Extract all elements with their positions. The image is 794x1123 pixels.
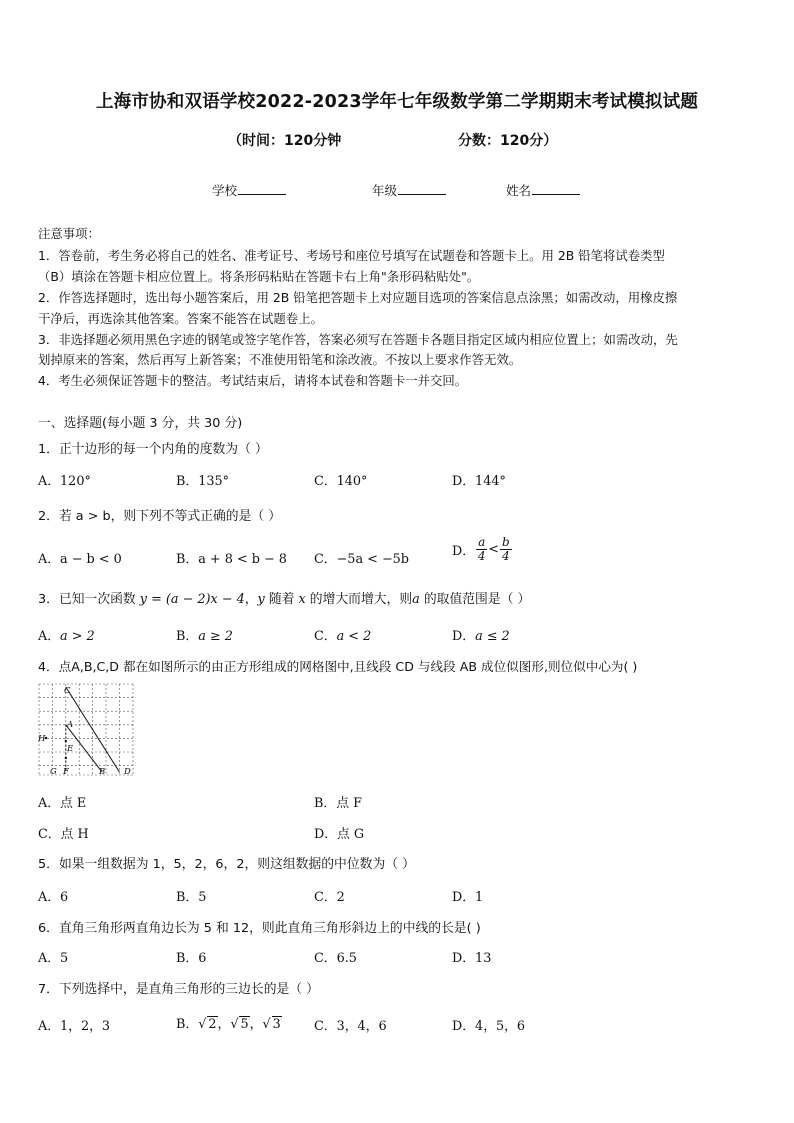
q3-text: 的增大而增大，则 — [305, 592, 413, 607]
option-label: B． — [176, 629, 199, 644]
q3-var-y: y — [257, 592, 265, 607]
q5-option-c: C．2 — [314, 890, 345, 905]
q2-frac-left — [476, 536, 487, 563]
q3-option-b — [176, 625, 233, 644]
notes-heading: 注意事项： — [38, 226, 100, 241]
option-label: D． — [452, 629, 476, 644]
frac-numerator: a — [478, 535, 486, 549]
q5-option-d: D．1 — [452, 890, 484, 905]
question-3-stem — [38, 588, 530, 607]
exam-title: 上海市协和双语学校2022-2023学年七年级数学第二学期期末考试模拟试题 — [95, 92, 699, 112]
question-4-stem: 4．点A,B,C,D 都在如图所示的由正方形组成的网格图中,且线段 CD 与线段 AB 成位似图形,则位似中心为( ) — [38, 659, 638, 674]
label-d: D — [124, 767, 131, 777]
label-b: B — [99, 767, 106, 777]
q6-option-a: A．5 — [38, 951, 69, 966]
question-5-stem: 5．如果一组数据为 1，5，2，6，2，则这组数据的中位数为（ ） — [38, 857, 415, 872]
sqrt-radicand: 3 — [272, 1017, 281, 1032]
q4-option-d: D．点 G — [314, 827, 365, 842]
q3-option-c — [314, 625, 371, 644]
q6-option-c: C．6.5 — [314, 951, 357, 966]
q7-option-c: C．3，4，6 — [314, 1019, 387, 1034]
q1-option-b: B．135° — [176, 474, 230, 489]
label-f: F — [63, 767, 69, 777]
q2-option-c: C．−5a < −5b — [314, 552, 409, 567]
grade-blank — [398, 182, 446, 195]
q3-function: y = (a − 2)x − 4 — [139, 592, 245, 607]
school-label: 学校 — [212, 183, 238, 198]
question-2-stem: 2．若 a > b，则下列不等式正确的是（ ） — [38, 509, 282, 524]
note-line: 干净后，再选涂其他答案。答案不能答在试题卷上。 — [38, 311, 323, 326]
question-7-stem: 7．下列选择中，是直角三角形的三边长的是（ ） — [38, 982, 319, 997]
grid-figure — [36, 681, 136, 778]
school-blank — [238, 182, 286, 195]
option-math: a > 2 — [60, 629, 95, 644]
q2-option-d-label: D． — [452, 544, 476, 559]
sqrt-radicand: 2 — [208, 1017, 217, 1032]
frac-operator: < — [488, 542, 499, 557]
q3-text: 的取值范围是（ ） — [419, 592, 531, 607]
grade-field — [372, 181, 446, 199]
q3-text: ， — [244, 592, 258, 607]
frac-numerator: b — [501, 535, 510, 549]
q3-text: 3．已知一次函数 — [38, 592, 140, 607]
name-label: 姓名 — [506, 183, 532, 198]
q6-option-b: B．6 — [176, 951, 207, 966]
option-math: a ≤ 2 — [475, 629, 510, 644]
school-field — [212, 181, 286, 199]
note-line: 3．非选择题必须用黑色字迹的钢笔或签字笔作答，答案必须写在答题卡各题目指定区域内相应位置上；如需改动，先 — [38, 332, 678, 347]
label-g: G — [50, 767, 57, 777]
q7-option-b: B．√ 2，√ 5，√ 3 — [176, 1017, 281, 1032]
q3-var-x: x — [298, 592, 306, 607]
name-blank — [532, 182, 580, 195]
q1-option-a: A．120° — [38, 474, 91, 489]
option-label: A． — [38, 629, 61, 644]
option-math: a < 2 — [336, 629, 372, 644]
q3-option-d — [452, 625, 510, 644]
frac-denominator: 4 — [501, 549, 510, 563]
exam-time: （时间：120分钟 — [228, 133, 342, 149]
option-label: B． — [176, 1017, 199, 1032]
q3-text: 随着 — [264, 592, 299, 607]
note-line: 4．考生必须保证答题卡的整洁。考试结束后，请将本试卷和答题卡一并交回。 — [38, 373, 468, 388]
q3-var-a: a — [412, 592, 420, 607]
grade-label: 年级 — [372, 183, 398, 198]
q4-option-a: A．点 E — [38, 796, 87, 811]
label-h: H — [38, 734, 46, 744]
section-heading: 一、选择题(每小题 3 分，共 30 分) — [38, 416, 243, 431]
label-c: C — [64, 686, 71, 696]
exam-score: 分数：120分） — [458, 133, 558, 149]
q4-option-c: C．点 H — [38, 827, 89, 842]
note-line: 1．答卷前，考生务必将自己的姓名、准考证号、考场号和座位号填写在试题卷和答题卡上。用 2B 铅笔将试卷类型 — [38, 248, 665, 263]
label-e: E — [67, 744, 74, 754]
q7-option-d: D．4，5，6 — [452, 1019, 526, 1034]
label-a: A — [67, 720, 74, 730]
frac-denominator: 4 — [477, 549, 486, 563]
sqrt-radicand: 5 — [240, 1017, 249, 1032]
q3-option-a — [38, 625, 95, 644]
q5-option-b: B．5 — [176, 890, 207, 905]
q2-option-a: A．a − b < 0 — [38, 552, 122, 567]
question-6-stem: 6．直角三角形两直角边长为 5 和 12，则此直角三角形斜边上的中线的长是( ) — [38, 921, 481, 936]
q4-option-b: B．点 F — [314, 796, 362, 811]
q2-option-b: B．a + 8 < b − 8 — [176, 552, 287, 567]
q2-frac-right — [500, 536, 512, 563]
option-math: a ≥ 2 — [198, 629, 233, 644]
question-1-stem: 1．正十边形的每一个内角的度数为（ ） — [38, 442, 268, 457]
q5-option-a: A．6 — [38, 890, 69, 905]
note-line: （B）填涂在答题卡相应位置上。将条形码粘贴在答题卡右上角"条形码粘贴处"。 — [38, 269, 480, 284]
q6-option-d: D．13 — [452, 951, 492, 966]
q7-option-a: A．1，2，3 — [38, 1019, 111, 1034]
q2-option-d — [452, 536, 513, 563]
note-line: 划掉原来的答案，然后再写上新答案；不准使用铅笔和涂改液。不按以上要求作答无效。 — [38, 352, 522, 367]
option-label: C． — [314, 629, 337, 644]
name-field — [506, 181, 580, 199]
q1-option-d: D．144° — [452, 474, 506, 489]
note-line: 2．作答选择题时，选出每小题答案后，用 2B 铅笔把答题卡上对应题目选项的答案信息点涂黑；如需改动，用橡皮擦 — [38, 290, 678, 305]
q1-option-c: C．140° — [314, 474, 368, 489]
